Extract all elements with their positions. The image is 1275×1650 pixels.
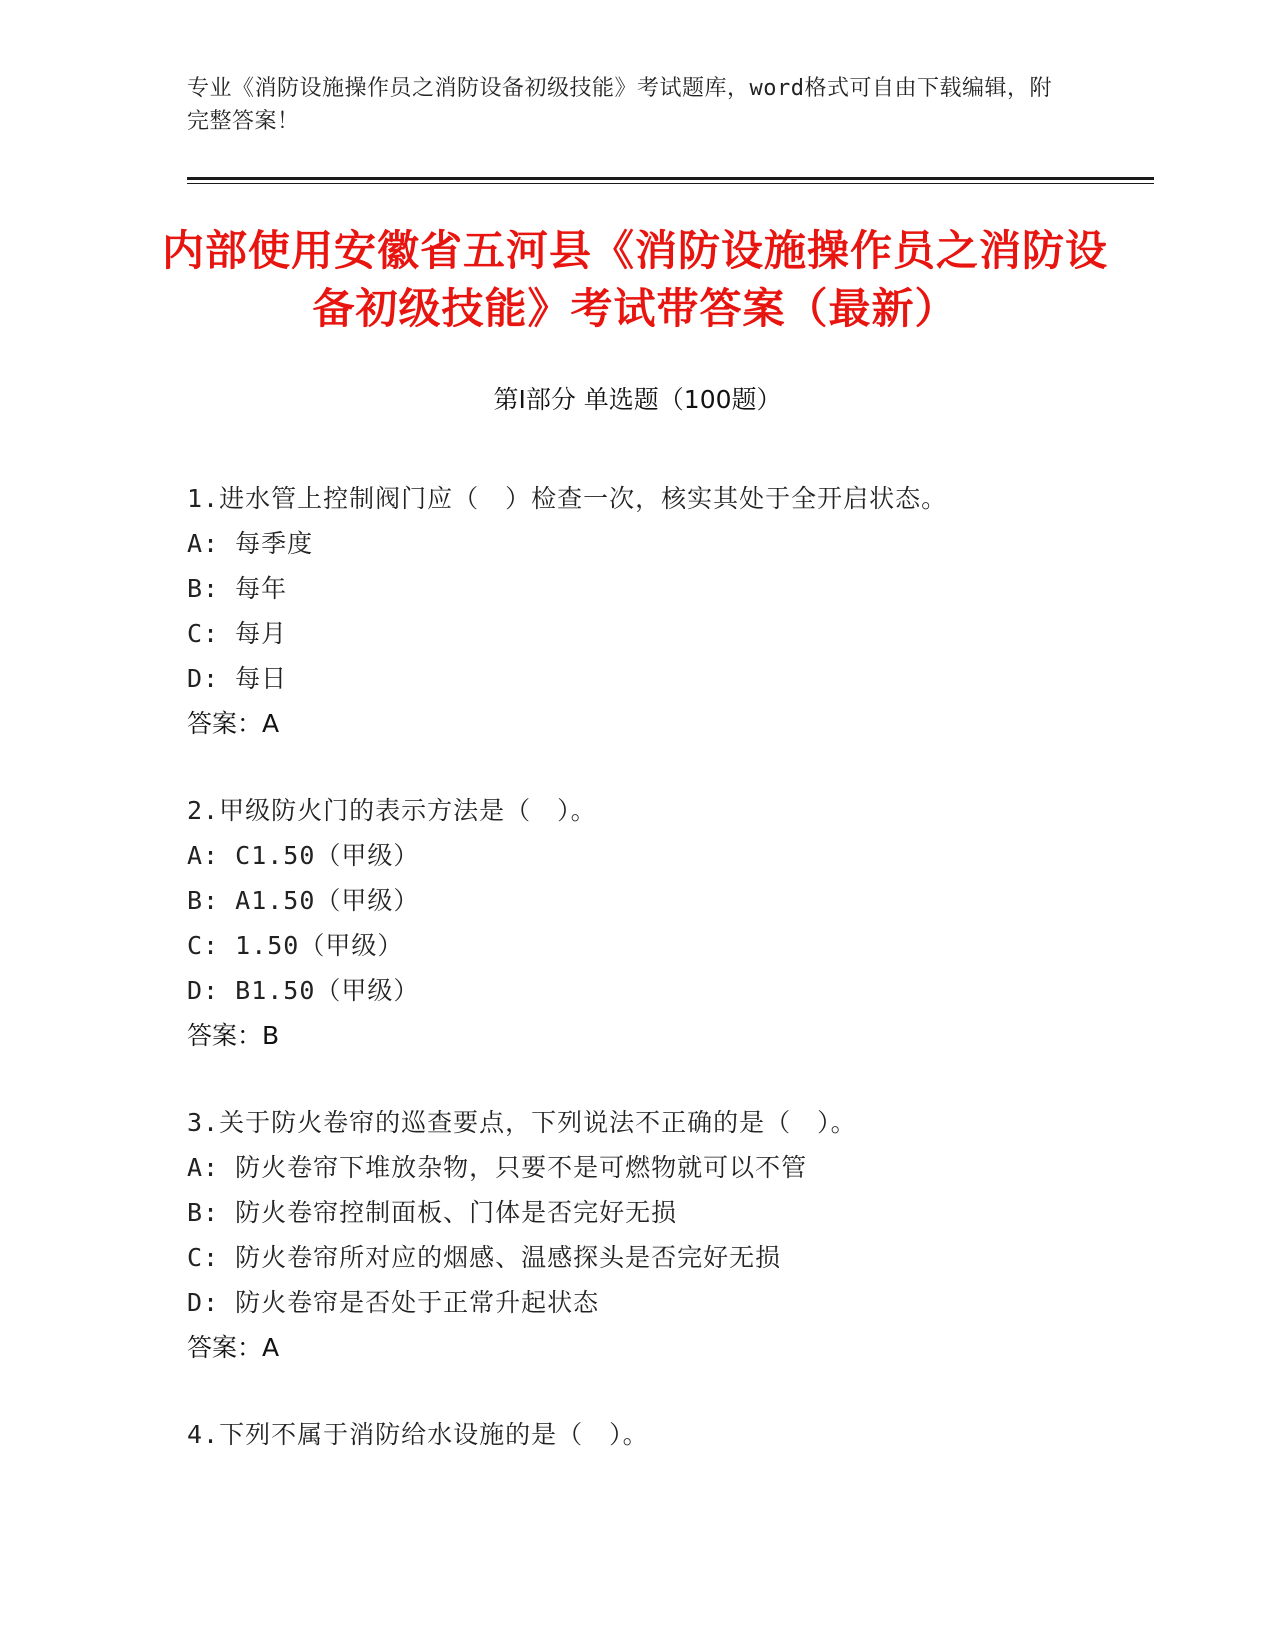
header-divider-thin [187,183,1154,184]
answer-line: 答案：B [187,1021,280,1050]
option-b: B: 防火卷帘控制面板、门体是否完好无损 [187,1198,678,1227]
question-3 [187,1100,1167,1370]
option-d: D: B1.50（甲级） [187,976,420,1005]
option-b: B: 每年 [187,574,288,603]
header-note: 专业《消防设施操作员之消防设备初级技能》考试题库，word格式可自由下载编辑，附完整答案！ [187,76,1052,134]
question-1 [187,476,1167,746]
option-a: A: C1.50（甲级） [187,841,420,870]
option-a: A: 防火卷帘下堆放杂物，只要不是可燃物就可以不管 [187,1153,808,1182]
question-stem: 3.关于防火卷帘的巡查要点，下列说法不正确的是（ ）。 [187,1108,857,1137]
document-title: 内部使用安徽省五河县《消防设施操作员之消防设备初级技能》考试带答案（最新） [161,226,1108,333]
question-2 [187,788,1167,1058]
header-divider-thick [187,177,1154,180]
option-c: C: 1.50（甲级） [187,931,404,960]
option-c: C: 防火卷帘所对应的烟感、温感探头是否完好无损 [187,1243,782,1272]
question-4 [187,1412,1167,1457]
option-c: C: 每月 [187,619,288,648]
question-stem: 2.甲级防火门的表示方法是（ ）。 [187,796,597,825]
question-list [187,476,1167,1499]
option-a: A: 每季度 [187,529,314,558]
option-b: B: A1.50（甲级） [187,886,420,915]
question-stem: 1.进水管上控制阀门应（ ）检查一次，核实其处于全开启状态。 [187,484,948,513]
question-stem: 4.下列不属于消防给水设施的是（ ）。 [187,1420,649,1449]
answer-line: 答案：A [187,1333,280,1362]
option-d: D: 每日 [187,664,288,693]
answer-line: 答案：A [187,709,280,738]
option-d: D: 防火卷帘是否处于正常升起状态 [187,1288,600,1317]
section-heading: 第I部分 单选题（100题） [493,385,782,414]
